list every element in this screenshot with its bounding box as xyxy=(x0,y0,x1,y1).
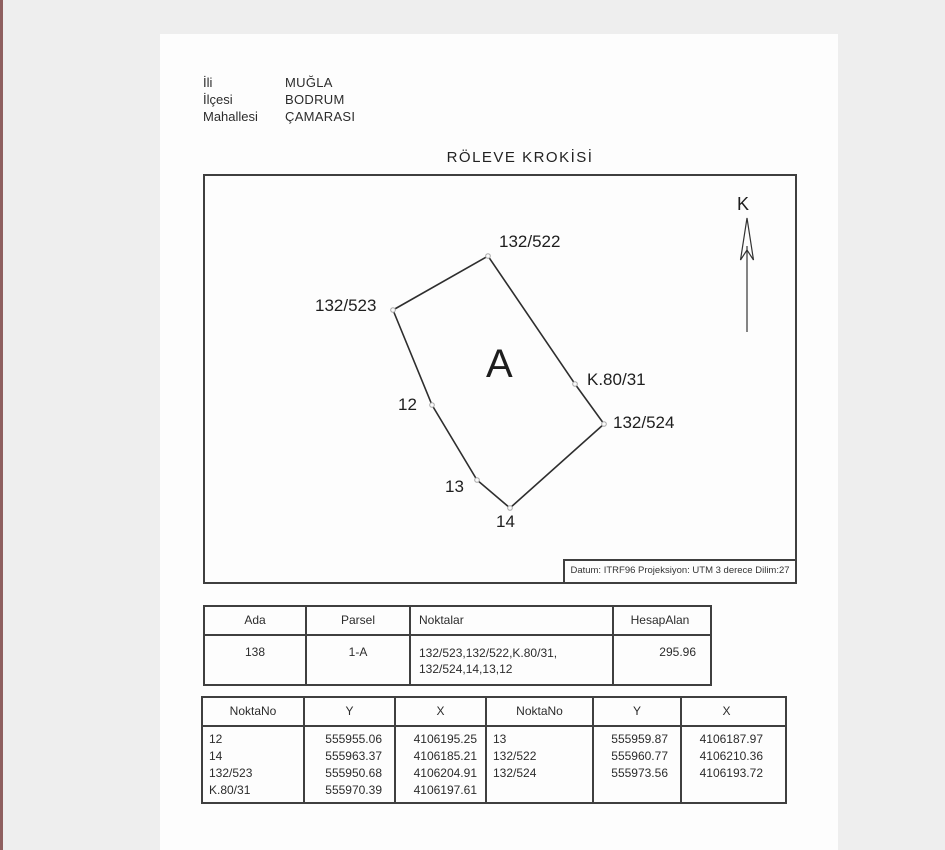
coord-x-value: 4106195.25 xyxy=(413,732,477,746)
coord-header-y-right: Y xyxy=(594,698,682,725)
location-row xyxy=(203,74,355,91)
noktalar-line: 132/524,14,13,12 xyxy=(419,662,513,676)
location-row xyxy=(203,91,355,108)
coord-y-value: 555963.37 xyxy=(325,749,382,763)
coord-point-no: K.80/31 xyxy=(209,783,251,797)
noktalar-line: 132/523,132/522,K.80/31, xyxy=(419,646,558,660)
coord-y-value: 555960.77 xyxy=(611,749,668,763)
coordinate-table-header-row xyxy=(203,698,785,727)
cell-hesapalan: 295.96 xyxy=(659,645,696,659)
coord-col-x-left xyxy=(396,727,487,802)
coord-point-no: 132/524 xyxy=(493,766,537,780)
datum-box xyxy=(563,559,795,582)
vertex-marker xyxy=(486,254,491,259)
neighborhood-value: ÇAMARASI xyxy=(285,109,356,124)
parcel-table-row xyxy=(205,636,710,684)
cell-ada: 138 xyxy=(205,636,307,684)
district-value: BODRUM xyxy=(285,92,345,107)
coord-point-no: 12 xyxy=(209,732,223,746)
north-label: K xyxy=(737,194,750,214)
label-point-12: 12 xyxy=(398,395,417,414)
window-edge-strip xyxy=(0,0,3,850)
cell-noktalar xyxy=(411,636,614,684)
label-parcel-132-524: 132/524 xyxy=(613,413,675,432)
coord-header-noktano-left: NoktaNo xyxy=(203,698,305,725)
vertex-marker xyxy=(430,403,435,408)
datum-note: Datum: ITRF96 Projeksiyon: UTM 3 derece Dilim:27 xyxy=(570,565,790,576)
coordinate-table-body xyxy=(203,727,785,802)
province-label: İli xyxy=(203,75,213,90)
location-block xyxy=(203,74,355,125)
label-point-13: 13 xyxy=(445,477,464,496)
parcel-table-header-row xyxy=(205,607,710,636)
coord-point-no: 132/522 xyxy=(493,749,537,763)
vertex-marker xyxy=(475,478,480,483)
vertex-marker xyxy=(573,382,578,387)
north-arrow-icon xyxy=(741,218,754,332)
neighborhood-label: Mahallesi xyxy=(203,109,258,124)
cell-parsel: 1-A xyxy=(307,636,411,684)
coord-col-noktano-right xyxy=(487,727,594,802)
label-boundary-k80-31: K.80/31 xyxy=(587,370,646,389)
coord-header-x-right: X xyxy=(722,704,731,718)
coord-x-value: 4106193.72 xyxy=(699,766,763,780)
coord-header-y-left: Y xyxy=(305,698,396,725)
coord-header-x-left: X xyxy=(396,698,487,725)
sketch-frame xyxy=(203,174,797,584)
parcel-table xyxy=(203,605,712,686)
vertex-marker xyxy=(508,506,513,511)
province-value: MUĞLA xyxy=(285,75,333,90)
coord-col-x-right xyxy=(682,727,771,802)
coord-col-noktano-left xyxy=(203,727,305,802)
label-parcel-132-522: 132/522 xyxy=(499,232,561,251)
coord-y-value: 555955.06 xyxy=(325,732,382,746)
coord-y-value: 555973.56 xyxy=(611,766,668,780)
coord-point-no: 13 xyxy=(493,732,507,746)
coord-point-no: 14 xyxy=(209,749,223,763)
coord-col-y-right xyxy=(594,727,682,802)
coord-x-value: 4106197.61 xyxy=(413,783,477,797)
vertex-marker xyxy=(391,308,396,313)
location-row xyxy=(203,108,355,125)
coord-x-value: 4106210.36 xyxy=(699,749,763,763)
page-title: RÖLEVE KROKİSİ xyxy=(446,149,594,166)
coord-x-value: 4106187.97 xyxy=(699,732,763,746)
coord-x-value: 4106185.21 xyxy=(413,749,477,763)
header-cell-parsel: Parsel xyxy=(307,607,411,634)
coord-header-noktano-right: NoktaNo xyxy=(487,698,594,725)
header-cell-noktalar: Noktalar xyxy=(411,607,614,634)
area-label: A xyxy=(486,342,513,386)
district-label: İlçesi xyxy=(203,92,233,107)
coordinate-table xyxy=(201,696,787,804)
document-page xyxy=(160,34,838,850)
label-point-14: 14 xyxy=(496,512,515,531)
coord-y-value: 555970.39 xyxy=(325,783,382,797)
vertex-marker xyxy=(602,422,607,427)
coord-y-value: 555950.68 xyxy=(325,766,382,780)
header-cell-hesapalan: HesapAlan xyxy=(630,613,690,627)
header-cell-ada: Ada xyxy=(205,607,307,634)
coord-point-no: 132/523 xyxy=(209,766,253,780)
coord-x-value: 4106204.91 xyxy=(413,766,477,780)
coord-col-y-left xyxy=(305,727,396,802)
label-parcel-132-523: 132/523 xyxy=(315,296,377,315)
coord-y-value: 555959.87 xyxy=(611,732,668,746)
